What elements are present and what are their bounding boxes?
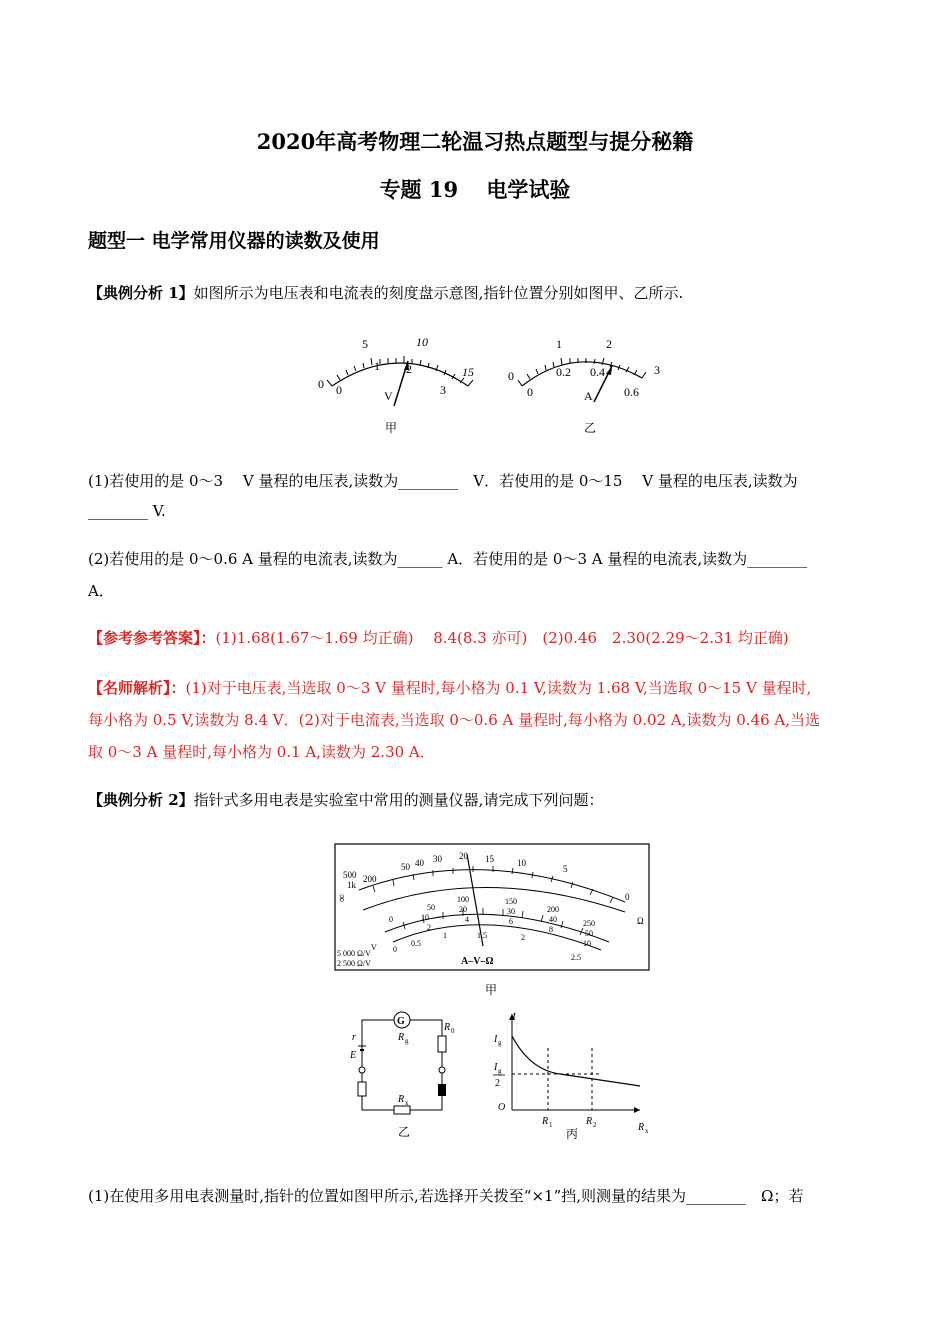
analysis-line3: 取 0～3 A 量程时,每小格为 0.1 A,读数为 2.30 A． bbox=[88, 743, 435, 761]
analysis-line2: 每小格为 0.5 V,读数为 8.4 V．(2)对于电流表,当选取 0～0.6 A 量程时,每小格为 0.02 A,读数为 0.46 A,当选 bbox=[88, 711, 820, 729]
half-ig-denominator: 2 bbox=[495, 1078, 500, 1089]
scale-label-40: 40 bbox=[549, 915, 557, 924]
voltmeter-outer-label-5: 5 bbox=[362, 337, 368, 351]
half-ig-subscript: g bbox=[498, 1067, 502, 1075]
ammeter-outer-label-1: 1 bbox=[556, 337, 562, 351]
question1-line1: (1)若使用的是 0～3 V 量程的电压表,读数为________ V．若使用的是 0～15 V 量程的电压表,读数为 bbox=[88, 472, 798, 490]
voltmeter-inner-label-2: 2 bbox=[406, 362, 412, 376]
ohm-label-40: 40 bbox=[415, 858, 424, 868]
scale-label-50: 50 bbox=[427, 903, 435, 912]
voltmeter-inner-label-0: 0 bbox=[336, 383, 342, 397]
ohm-label-1k: 1k bbox=[347, 880, 356, 890]
ammeter-unit: A bbox=[584, 389, 593, 403]
voltmeter-figure bbox=[310, 328, 490, 438]
circuit-figure bbox=[340, 1008, 465, 1144]
scale-label-20: 20 bbox=[459, 905, 467, 914]
scale-label-50b: 50 bbox=[585, 929, 593, 938]
answer-paragraph bbox=[88, 627, 789, 648]
r0-label: R bbox=[444, 1022, 451, 1033]
scale-label-1: 1 bbox=[443, 931, 447, 940]
scale-label-2b: 2 bbox=[521, 933, 525, 942]
ohm-label-30: 30 bbox=[433, 854, 442, 864]
ammeter-outer-label-2: 2 bbox=[606, 337, 612, 351]
ammeter-inner-label-0: 0 bbox=[527, 385, 533, 399]
scale-label-0b: 0 bbox=[393, 945, 397, 954]
answer-tag: 【参考参考答案】： bbox=[88, 629, 216, 647]
circuit-caption: 乙 bbox=[398, 1125, 411, 1139]
dc-mark: V bbox=[371, 943, 377, 952]
scale-label-200: 200 bbox=[547, 905, 559, 914]
scale-label-25: 2.5 bbox=[571, 953, 581, 962]
example1-paragraph bbox=[88, 282, 683, 303]
ig-label: I bbox=[494, 1034, 498, 1045]
galvanometer-label: G bbox=[397, 1016, 405, 1027]
ohm-label-50: 50 bbox=[401, 862, 410, 872]
question2-line1: (2)若使用的是 0～0.6 A 量程的电流表,读数为______ A．若使用的是 0～3 A 量程的电流表,读数为________ bbox=[88, 550, 808, 568]
scale-label-4: 4 bbox=[465, 915, 469, 924]
rg-label: R bbox=[398, 1032, 405, 1043]
voltmeter-caption: 甲 bbox=[385, 421, 398, 435]
rx-label: R bbox=[398, 1094, 405, 1105]
multimeter-dial-figure bbox=[333, 842, 653, 1002]
example1-tag: 【典例分析 1】 bbox=[88, 284, 194, 302]
scale-label-150: 150 bbox=[505, 897, 517, 906]
ammeter-outer-label-0: 0 bbox=[508, 369, 514, 383]
current-resistance-graph bbox=[490, 1008, 660, 1144]
section-heading: 题型一 电学常用仪器的读数及使用 bbox=[88, 230, 380, 252]
x-axis-label: R bbox=[638, 1122, 645, 1133]
center-label: A–V–Ω bbox=[461, 956, 494, 967]
ammeter-outer-label-3: 3 bbox=[654, 363, 660, 377]
ohm-label-20: 20 bbox=[459, 851, 468, 861]
analysis-line1-text: (1)对于电压表,当选取 0～3 V 量程时,每小格为 0.1 V,读数为 1.68 V,当选取 0～15 V 量程时, bbox=[185, 679, 812, 697]
analysis-tag: 【名师解析】： bbox=[88, 679, 186, 697]
voltmeter-unit: V bbox=[384, 389, 393, 403]
scale-label-10: 10 bbox=[421, 913, 429, 922]
scale-label-250: 250 bbox=[583, 919, 595, 928]
r1-label: R bbox=[542, 1116, 549, 1127]
r-internal-label: r bbox=[352, 1032, 356, 1043]
example1-text: 如图所示为电压表和电流表的刻度盘示意图,指针位置分别如图甲、乙所示. bbox=[193, 284, 684, 302]
ohm-unit: Ω bbox=[637, 916, 644, 926]
ammeter-inner-label-04: 0.4 bbox=[590, 365, 605, 379]
scale-label-10b: 10 bbox=[583, 939, 591, 948]
voltmeter-outer-label-15: 15 bbox=[462, 365, 474, 379]
scale-label-100: 100 bbox=[457, 895, 469, 904]
ohm-label-5: 5 bbox=[563, 864, 568, 874]
scale-label-2: 2 bbox=[427, 923, 431, 932]
r2-label: R bbox=[586, 1116, 593, 1127]
ohm-label-10: 10 bbox=[517, 858, 526, 868]
r0-subscript: 0 bbox=[451, 1027, 455, 1035]
emf-label: E bbox=[350, 1050, 357, 1061]
y-axis-label: I bbox=[512, 1011, 516, 1023]
r2-subscript: 2 bbox=[593, 1121, 597, 1129]
sensitivity-label-2500: 2 500 Ω/V bbox=[337, 959, 371, 968]
infinity-label: ∞ bbox=[336, 894, 348, 902]
question3-line1: (1)在使用多用电表测量时,指针的位置如图甲所示,若选择开关拨至“×1”挡,则测量的结果为________ Ω；若 bbox=[88, 1187, 804, 1205]
ammeter-figure bbox=[500, 328, 680, 438]
origin-label: O bbox=[498, 1102, 506, 1113]
question1-line2: ________ V. bbox=[88, 502, 166, 520]
half-ig-numerator: I bbox=[494, 1062, 498, 1073]
ohm-label-200: 200 bbox=[363, 874, 377, 884]
ohm-label-500: 500 bbox=[343, 870, 357, 880]
ammeter-caption: 乙 bbox=[584, 421, 597, 435]
rx-subscript: x bbox=[405, 1099, 409, 1107]
scale-label-30: 30 bbox=[507, 907, 515, 916]
graph-caption: 丙 bbox=[566, 1127, 579, 1141]
multimeter-caption: 甲 bbox=[485, 983, 498, 997]
ohm-label-15: 15 bbox=[485, 854, 494, 864]
rg-subscript: g bbox=[405, 1037, 409, 1045]
scale-label-05: 0.5 bbox=[411, 939, 421, 948]
ammeter-inner-label-02: 0.2 bbox=[556, 365, 571, 379]
ammeter-inner-label-06: 0.6 bbox=[624, 385, 639, 399]
voltmeter-inner-label-3: 3 bbox=[440, 383, 446, 397]
x-axis-subscript: x bbox=[645, 1127, 649, 1135]
sensitivity-label-5000: 5 000 Ω/V bbox=[337, 949, 371, 958]
voltmeter-inner-label-1: 1 bbox=[374, 359, 380, 373]
topic-title: 专题 19 电学试验 bbox=[379, 177, 571, 202]
example2-tag: 【典例分析 2】 bbox=[88, 791, 194, 809]
answer-text: (1)1.68(1.67～1.69 均正确) 8.4(8.3 亦可) (2)0.46 2.30(2.29～2.31 均正确) bbox=[215, 629, 789, 647]
example2-text: 指针式多用电表是实验室中常用的测量仪器,请完成下列问题： bbox=[193, 791, 604, 809]
example2-paragraph bbox=[88, 789, 603, 810]
voltmeter-outer-label-10: 10 bbox=[416, 335, 428, 349]
scale-label-15: 1.5 bbox=[477, 931, 487, 940]
scale-label-6: 6 bbox=[509, 917, 513, 926]
scale-label-8: 8 bbox=[549, 925, 553, 934]
voltmeter-outer-label-0: 0 bbox=[318, 377, 324, 391]
ig-subscript: g bbox=[498, 1039, 502, 1047]
analysis-line1 bbox=[88, 677, 811, 698]
r1-subscript: 1 bbox=[549, 1121, 553, 1129]
document-title: 2020年高考物理二轮温习热点题型与提分秘籍 bbox=[256, 129, 694, 154]
question2-line2: A． bbox=[88, 582, 114, 600]
ohm-label-0: 0 bbox=[625, 892, 630, 902]
scale-label-0: 0 bbox=[389, 915, 393, 924]
